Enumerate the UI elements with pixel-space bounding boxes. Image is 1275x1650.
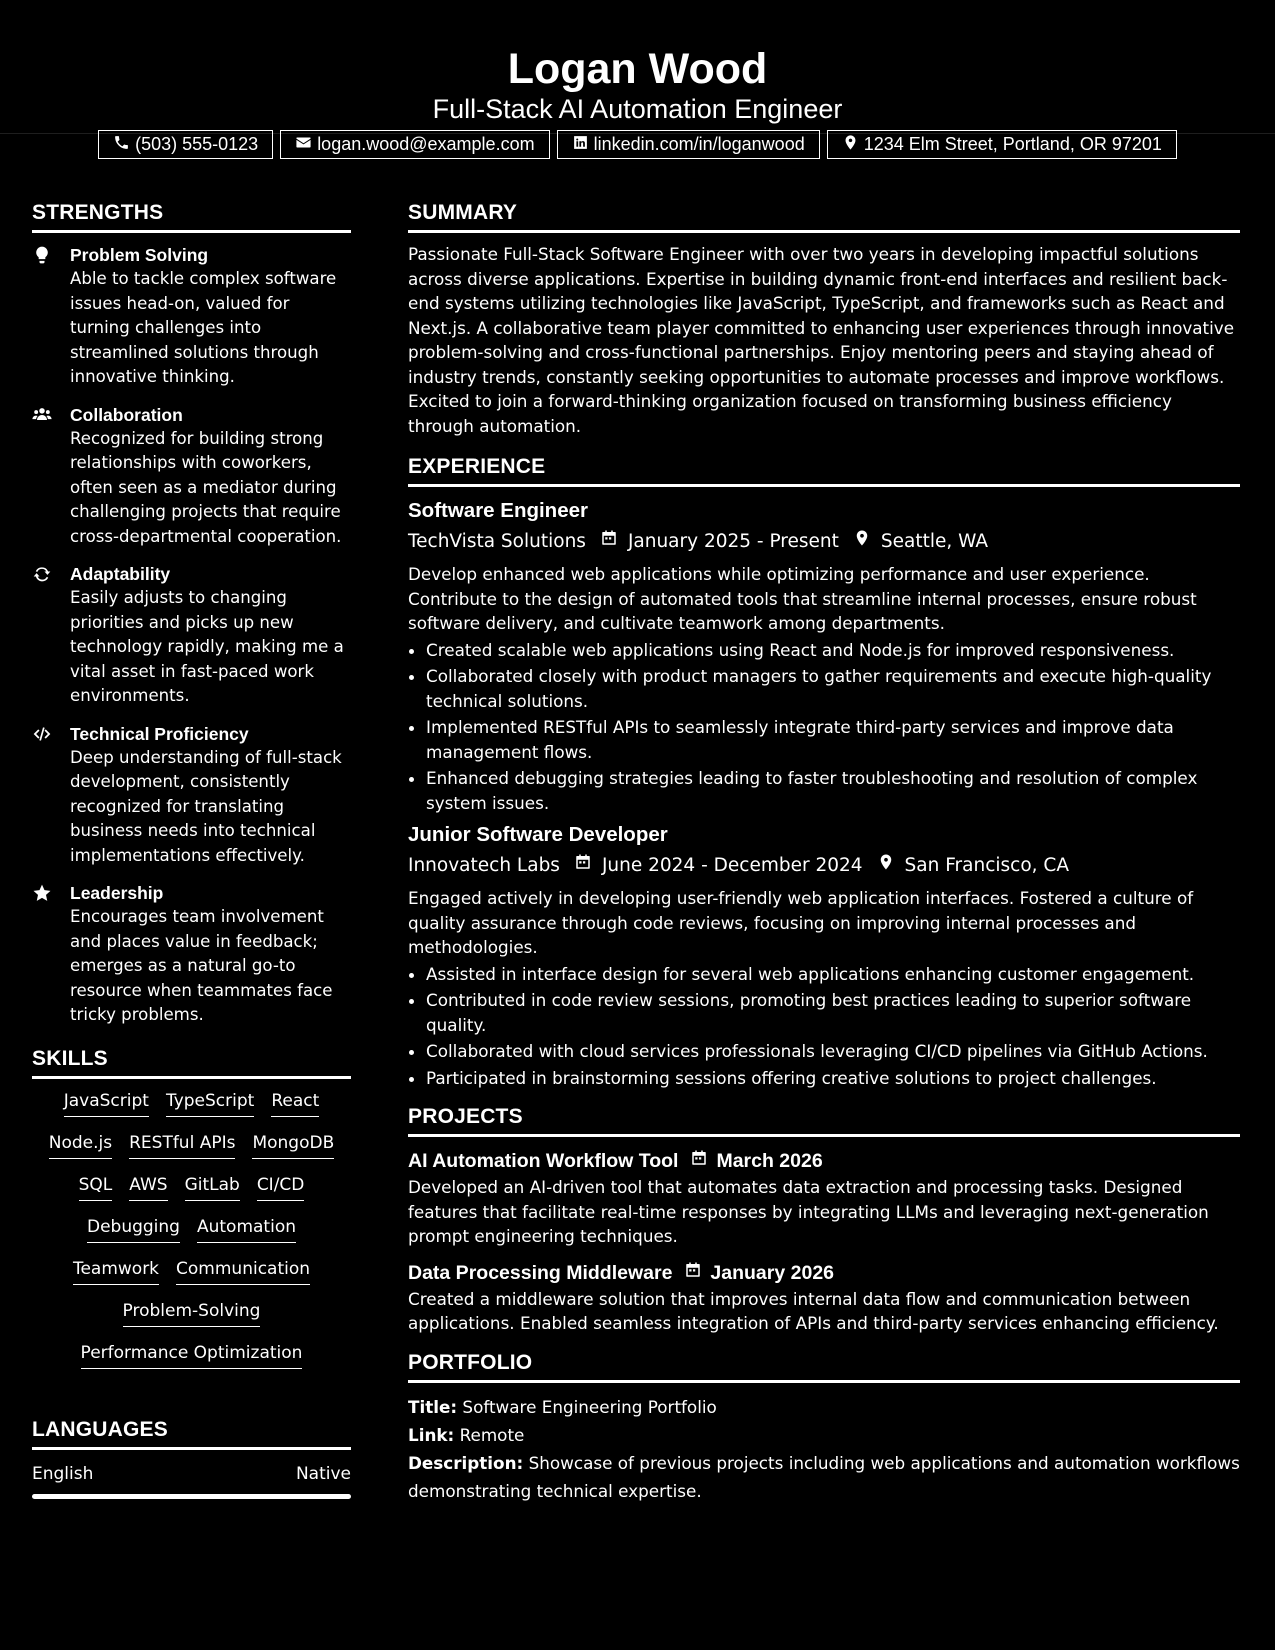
portfolio-title-label: Title:	[408, 1396, 458, 1417]
lightbulb-icon	[32, 245, 54, 267]
job-bullets	[408, 638, 1240, 816]
job-bullet: • Participated in brainstorming sessions offering creative solutions to project challenges.	[426, 1066, 1240, 1091]
project-header	[408, 1259, 1240, 1287]
job-title: Software Engineer	[408, 499, 588, 522]
job-bullet: • Collaborated with cloud services professionals leveraging CI/CD pipelines via GitHub Actions.	[426, 1039, 1240, 1064]
left-column	[32, 196, 351, 1499]
strength-title: Collaboration	[70, 404, 183, 425]
refresh-icon	[32, 564, 54, 586]
language-row	[32, 1462, 351, 1486]
strength-title: Adaptability	[70, 564, 171, 584]
job-description: Engaged actively in developing user-friendly web application interfaces. Fostered a culture of quality assurance through code reviews, focusing on improving internal processes and methodologies.	[408, 888, 1194, 957]
skill-tag: CI/CD	[257, 1173, 305, 1201]
language-level: Native	[295, 1463, 351, 1484]
skill-tag: Problem-Solving	[123, 1299, 261, 1327]
summary-text: Passionate Full-Stack Software Engineer with over two years in developing impactful solutions across diverse applications. Expertise in building dynamic front-end interfaces and resilient back-end systems utilizing technologies like JavaScript, TypeScript, and frameworks such as React and Next.js. A collaborative team player committed to enhancing user experiences through innovative problem-solving and cross-functional partnerships. Enjoy mentoring peers and staying ahead of industry trends, constantly seeking opportunities to automate processes and improve workflows. Excited to join a forward-thinking organization focused on transforming business efficiency through automation.	[408, 244, 1235, 436]
skill-tag: Performance Optimization	[81, 1341, 303, 1369]
contact-bar	[0, 130, 1275, 159]
project-title: AI Automation Workflow Tool	[408, 1150, 679, 1172]
linkedin-text: linkedin.com/in/loganwood	[593, 134, 805, 154]
strength-item	[32, 403, 351, 550]
right-column	[408, 196, 1240, 1505]
strengths-heading: STRENGTHS	[32, 196, 351, 233]
phone-text: (503) 555-0123	[135, 134, 259, 154]
job-location: San Francisco, CA	[904, 855, 1069, 876]
candidate-title: Full-Stack AI Automation Engineer	[432, 94, 843, 124]
company-name: TechVista Solutions	[408, 531, 586, 552]
job-dates: January 2025 - Present	[627, 531, 839, 552]
strength-desc: Able to tackle complex software issues head-on, valued for turning challenges into streamlined solutions through innovative thinking.	[70, 269, 337, 386]
portfolio-title-value: Software Engineering Portfolio	[462, 1396, 717, 1417]
skill-tag: TypeScript	[166, 1089, 254, 1117]
portfolio-description-line	[408, 1449, 1240, 1505]
strength-title: Leadership	[70, 883, 164, 903]
project-header	[408, 1147, 1240, 1175]
job-dates: June 2024 - December 2024	[601, 855, 863, 876]
job-bullet: • Collaborated closely with product managers to gather requirements and execute high-quality technical solutions.	[426, 664, 1240, 713]
contact-email[interactable]	[280, 130, 549, 159]
email-text: logan.wood@example.com	[317, 134, 535, 154]
company-name: Innovatech Labs	[408, 855, 560, 876]
project-date: March 2026	[716, 1150, 823, 1172]
strength-item	[32, 881, 351, 1028]
calendar-icon	[560, 851, 602, 881]
skill-tag: JavaScript	[64, 1089, 149, 1117]
job-title: Junior Software Developer	[408, 823, 668, 846]
linkedin-icon	[572, 134, 589, 156]
skill-tag: MongoDB	[252, 1131, 334, 1159]
calendar-icon	[672, 1259, 710, 1287]
job-bullet: • Implemented RESTful APIs to seamlessly integrate third-party services and improve data management flows.	[426, 715, 1240, 764]
project-entry	[408, 1147, 1240, 1249]
experience-heading: EXPERIENCE	[408, 450, 1240, 487]
projects-heading: PROJECTS	[408, 1100, 1240, 1137]
skill-tag: React	[271, 1089, 319, 1117]
project-entry	[408, 1259, 1240, 1336]
map-pin-icon	[842, 134, 859, 156]
job-location: Seattle, WA	[880, 531, 989, 552]
summary-heading: SUMMARY	[408, 196, 1240, 233]
strength-item	[32, 243, 351, 390]
skill-tag: Debugging	[87, 1215, 180, 1243]
strength-desc: Recognized for building strong relationships with coworkers, often seen as a mediator during challenging projects that require cross-departmental cooperation.	[70, 428, 342, 546]
code-icon	[32, 724, 54, 746]
candidate-name: Logan Wood	[507, 45, 768, 93]
calendar-icon	[678, 1147, 716, 1175]
job-meta	[408, 851, 1240, 881]
job-bullet: • Created scalable web applications using React and Node.js for improved responsiveness.	[426, 638, 1240, 663]
map-pin-icon	[839, 527, 881, 557]
skill-tag: RESTful APIs	[129, 1131, 235, 1159]
strength-desc: Deep understanding of full-stack development, consistently recognized for translating business needs into technical implementations effectively.	[70, 747, 342, 865]
project-title: Data Processing Middleware	[408, 1261, 673, 1284]
strength-item	[32, 562, 351, 709]
language-proficiency-bar	[32, 1494, 351, 1499]
phone-icon	[113, 134, 130, 156]
strength-title: Problem Solving	[70, 245, 209, 265]
strength-desc: Encourages team involvement and places value in feedback; emerges as a natural go-to resource when teammates face tricky problems.	[70, 907, 333, 1024]
portfolio-link-value[interactable]: Remote	[459, 1424, 525, 1445]
job-description: Develop enhanced web applications while optimizing performance and user experience. Contribute to the design of automated tools that streamline internal processes, ensure robust software delivery, and cultivate teamwork among departments.	[408, 564, 1197, 633]
skill-tag: Automation	[197, 1215, 296, 1243]
job-bullet: • Enhanced debugging strategies leading to faster troubleshooting and resolution of complex system issues.	[426, 766, 1240, 815]
portfolio-title-line	[408, 1393, 1240, 1421]
job-bullet: • Contributed in code review sessions, promoting best practices leading to superior software quality.	[426, 988, 1240, 1037]
resume-header	[0, 0, 1275, 154]
job-meta	[408, 527, 1240, 557]
users-icon	[32, 405, 54, 427]
project-description: Developed an AI-driven tool that automates data extraction and processing tasks. Designed features that facilitate real-time responses by integrating LLMs and leveraging next-generation prompt engineering techniques.	[408, 1177, 1209, 1246]
star-icon	[32, 883, 54, 905]
skill-tag: SQL	[79, 1173, 113, 1201]
portfolio-heading: PORTFOLIO	[408, 1346, 1240, 1383]
language-name: English	[32, 1463, 94, 1484]
strength-desc: Easily adjusts to changing priorities and picks up new technology rapidly, making me a vital asset in fast-paced work environments.	[70, 588, 344, 705]
portfolio-link-label: Link:	[408, 1424, 455, 1445]
address-text: 1234 Elm Street, Portland, OR 97201	[863, 134, 1162, 154]
job-bullets	[408, 962, 1240, 1091]
skill-tag: Node.js	[49, 1131, 112, 1159]
job-bullet: • Assisted in interface design for several web applications enhancing customer engagement.	[426, 962, 1240, 987]
portfolio-description-value: Showcase of previous projects including web applications and automation workflows demonstrating technical expertise.	[408, 1452, 1240, 1501]
contact-address	[827, 130, 1177, 159]
portfolio-description-label: Description:	[408, 1452, 524, 1473]
contact-linkedin[interactable]	[557, 130, 820, 159]
skill-tag: AWS	[129, 1173, 167, 1201]
skill-tag: Teamwork	[73, 1257, 159, 1285]
envelope-icon	[295, 134, 312, 156]
calendar-icon	[586, 527, 628, 557]
skill-tag: GitLab	[185, 1173, 240, 1201]
project-description: Created a middleware solution that improves internal data flow and communication between applications. Enabled seamless integration of APIs and third-party services enhancing efficiency.	[408, 1288, 1219, 1333]
skills-list	[32, 1089, 351, 1369]
strength-item	[32, 722, 351, 869]
skills-heading: SKILLS	[32, 1042, 351, 1079]
map-pin-icon	[863, 851, 905, 881]
contact-phone	[98, 130, 273, 159]
skill-tag: Communication	[176, 1257, 310, 1285]
languages-heading: LANGUAGES	[32, 1413, 351, 1450]
portfolio-link-line	[408, 1421, 1240, 1449]
strength-title: Technical Proficiency	[70, 723, 249, 744]
job-entry	[408, 497, 1240, 815]
job-entry	[408, 821, 1240, 1090]
project-date: January 2026	[710, 1261, 835, 1284]
